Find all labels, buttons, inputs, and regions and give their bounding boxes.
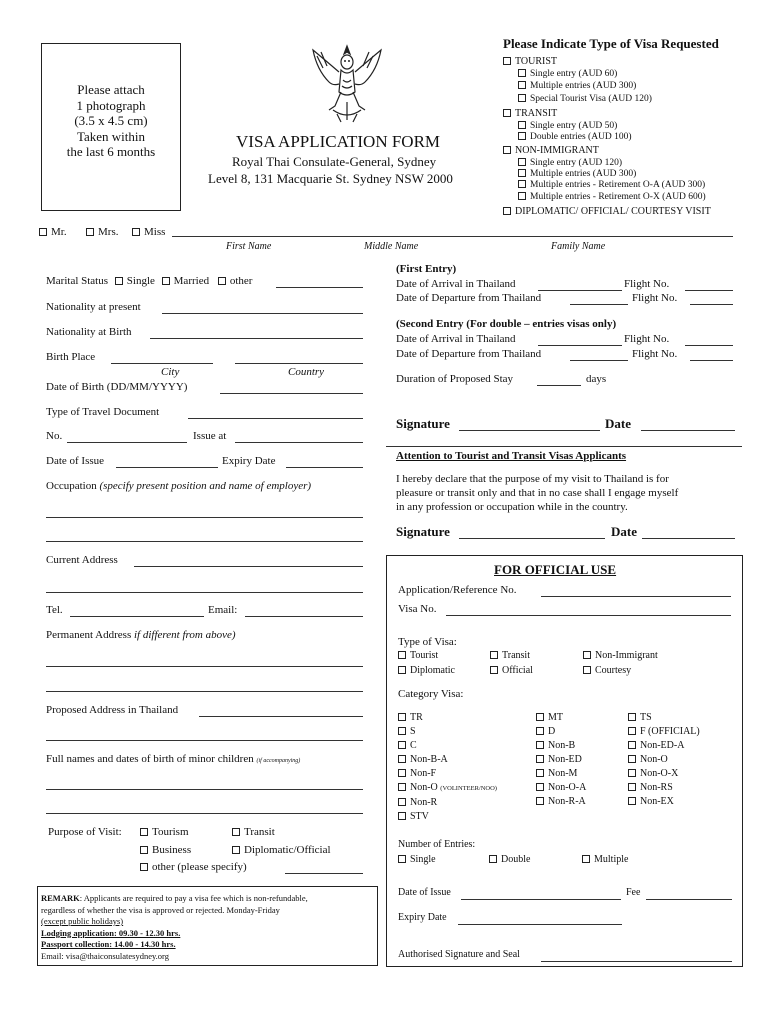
birth-city-field[interactable] bbox=[111, 363, 213, 364]
checkbox[interactable] bbox=[628, 713, 636, 721]
signature-1-label: Signature bbox=[396, 416, 450, 431]
visa-option-transit-double[interactable]: Double entries (AUD 100) bbox=[518, 132, 632, 142]
departure-1-label: Date of Departure from Thailand bbox=[396, 292, 542, 304]
checkbox[interactable] bbox=[232, 828, 240, 836]
category-non-o-a[interactable]: Non-O-A bbox=[536, 781, 586, 795]
category-non-o[interactable]: Non-O bbox=[628, 753, 700, 767]
official-date-issue-field[interactable] bbox=[461, 899, 621, 900]
flight-1-field[interactable] bbox=[685, 290, 733, 291]
category-non-f[interactable]: Non-F bbox=[398, 767, 497, 781]
birth-country-field[interactable] bbox=[235, 363, 363, 364]
city-label: City bbox=[161, 366, 180, 378]
date-1-label: Date bbox=[605, 416, 631, 431]
checkbox[interactable] bbox=[536, 741, 544, 749]
date-issue-label: Date of Issue bbox=[46, 455, 105, 467]
checkbox[interactable] bbox=[518, 81, 526, 89]
flight-4-label: Flight No. bbox=[632, 348, 678, 360]
checkbox[interactable] bbox=[398, 713, 406, 721]
type-diplomatic[interactable]: Diplomatic bbox=[398, 665, 455, 676]
type-of-visa-label: Type of Visa: bbox=[398, 636, 457, 648]
middle-name-label: Middle Name bbox=[364, 241, 419, 252]
checkbox[interactable] bbox=[536, 755, 544, 763]
date-2-field[interactable] bbox=[642, 538, 735, 539]
travel-doc-field[interactable] bbox=[188, 418, 363, 419]
category-non-b[interactable]: Non-B bbox=[536, 739, 586, 753]
proposed-address-field-2[interactable] bbox=[46, 740, 363, 741]
checkbox[interactable] bbox=[132, 228, 140, 236]
declaration-line-3: in any profession or occupation while in the country. bbox=[396, 501, 628, 513]
permanent-address-field-1[interactable] bbox=[46, 666, 363, 667]
remark-box: REMARK: Applicants are required to pay a visa fee which is non-refundable, regardless of whether the visa is approved or rejected. Monday-Friday (except public holidays) Lodging application: 09.30 - 12.30 hrs. Passport collection: 14.00 - 14.30 hrs. Email: visa@thaiconsulatesydney.org bbox=[37, 886, 378, 966]
category-non-o-volunteer[interactable]: Non-O (VOLINTEER/NOO) bbox=[398, 781, 497, 796]
visa-option-diplomatic[interactable]: DIPLOMATIC/ OFFICIAL/ COURTESY VISIT bbox=[503, 206, 711, 217]
permanent-address-field-2[interactable] bbox=[46, 691, 363, 692]
current-address-field-2[interactable] bbox=[46, 592, 363, 593]
date-2-label: Date bbox=[611, 524, 637, 539]
category-c[interactable]: C bbox=[398, 739, 497, 753]
purpose-other-field[interactable] bbox=[285, 873, 363, 874]
entries-label: Number of Entries: bbox=[398, 839, 476, 850]
checkbox[interactable] bbox=[518, 132, 526, 140]
official-expiry-label: Expiry Date bbox=[398, 912, 447, 923]
checkbox[interactable] bbox=[518, 158, 526, 166]
proposed-address-field-1[interactable] bbox=[199, 716, 363, 717]
category-non-b-a[interactable]: Non-B-A bbox=[398, 753, 497, 767]
checkbox[interactable] bbox=[536, 769, 544, 777]
purpose-tourism[interactable]: Tourism bbox=[140, 826, 189, 838]
category-non-ed-a[interactable]: Non-ED-A bbox=[628, 739, 700, 753]
arrival-2-label: Date of Arrival in Thailand bbox=[396, 333, 516, 345]
checkbox[interactable] bbox=[518, 121, 526, 129]
visa-option-transit-single[interactable]: Single entry (AUD 50) bbox=[518, 121, 617, 131]
garuda-emblem bbox=[307, 40, 387, 124]
category-col-2 bbox=[536, 711, 586, 809]
category-s[interactable]: S bbox=[398, 725, 497, 739]
expiry-field[interactable] bbox=[286, 467, 363, 468]
category-label: Category Visa: bbox=[398, 688, 464, 700]
checkbox[interactable] bbox=[398, 783, 406, 791]
country-label: Country bbox=[288, 366, 325, 378]
visa-option-tourist-multiple[interactable]: Multiple entries (AUD 300) bbox=[518, 81, 636, 91]
checkbox[interactable] bbox=[628, 755, 636, 763]
visa-option-retirement-ox[interactable]: Multiple entries - Retirement O-X (AUD 600) bbox=[518, 192, 706, 202]
purpose-label: Purpose of Visit: bbox=[48, 826, 122, 838]
checkbox[interactable] bbox=[490, 666, 498, 674]
signature-1-field[interactable] bbox=[459, 430, 600, 431]
type-official[interactable]: Official bbox=[490, 665, 533, 676]
doc-no-field[interactable] bbox=[67, 442, 187, 443]
type-non-immigrant[interactable]: Non-Immigrant bbox=[583, 650, 658, 661]
flight-3-field[interactable] bbox=[685, 345, 733, 346]
occupation-field-1[interactable] bbox=[46, 517, 363, 518]
tel-label: Tel. bbox=[46, 604, 63, 616]
checkbox[interactable] bbox=[583, 666, 591, 674]
arrival-1-label: Date of Arrival in Thailand bbox=[396, 278, 516, 290]
current-address-label: Current Address bbox=[46, 554, 118, 566]
lodging-hours: Lodging application: 09.30 - 12.30 hrs. bbox=[41, 927, 181, 938]
dob-field[interactable] bbox=[220, 393, 363, 394]
visa-option-retirement-oa[interactable]: Multiple entries - Retirement O-A (AUD 300) bbox=[518, 180, 705, 190]
occupation-field-2[interactable] bbox=[46, 541, 363, 542]
fee-label: Fee bbox=[626, 887, 641, 898]
consulate-address: Level 8, 131 Macquarie St. Sydney NSW 2000 bbox=[208, 171, 453, 186]
purpose-other[interactable]: other (please specify) bbox=[140, 861, 247, 873]
dob-label: Date of Birth (DD/MM/YYYY) bbox=[46, 381, 188, 393]
email-field[interactable] bbox=[245, 616, 363, 617]
visa-option-tourist-single[interactable]: Single entry (AUD 60) bbox=[518, 69, 617, 79]
checkbox[interactable] bbox=[398, 855, 406, 863]
visa-option-non-immigrant[interactable]: NON-IMMIGRANT bbox=[503, 145, 599, 156]
checkbox[interactable] bbox=[398, 755, 406, 763]
birth-place-label: Birth Place bbox=[46, 351, 96, 363]
checkbox[interactable] bbox=[490, 651, 498, 659]
checkbox[interactable] bbox=[489, 855, 497, 863]
proposed-address-label: Proposed Address in Thailand bbox=[46, 704, 179, 716]
signature-2-field[interactable] bbox=[459, 538, 605, 539]
checkbox[interactable] bbox=[518, 180, 526, 188]
checkbox[interactable] bbox=[398, 769, 406, 777]
visa-option-tourist-special[interactable]: Special Tourist Visa (AUD 120) bbox=[518, 94, 652, 104]
children-field-2[interactable] bbox=[46, 813, 363, 814]
auth-signature-field[interactable] bbox=[541, 961, 732, 962]
type-courtesy[interactable]: Courtesy bbox=[583, 665, 631, 676]
category-tr[interactable]: TR bbox=[398, 711, 497, 725]
date-1-field[interactable] bbox=[641, 430, 735, 431]
children-field-1[interactable] bbox=[46, 789, 363, 790]
duration-field[interactable] bbox=[537, 385, 581, 386]
title-mr[interactable]: Mr. bbox=[39, 226, 67, 238]
visa-option-non-imm-multiple[interactable]: Multiple entries (AUD 300) bbox=[518, 169, 636, 179]
checkbox[interactable] bbox=[140, 846, 148, 854]
single-checkbox[interactable] bbox=[115, 277, 123, 285]
divider bbox=[386, 446, 742, 447]
checkbox[interactable] bbox=[628, 783, 636, 791]
marital-status: Marital Status Single Married other bbox=[46, 275, 253, 287]
checkbox[interactable] bbox=[536, 797, 544, 805]
current-address-field-1[interactable] bbox=[134, 566, 363, 567]
app-ref-field[interactable] bbox=[541, 596, 731, 597]
entries-single[interactable]: Single bbox=[398, 854, 436, 865]
first-entry-label: (First Entry) bbox=[396, 263, 457, 275]
checkbox[interactable] bbox=[518, 69, 526, 77]
declaration-line-2: pleasure or transit only and that in no case shall I engage myself bbox=[396, 487, 679, 499]
permanent-address-label: Permanent Address if different from above) bbox=[46, 629, 236, 641]
flight-1-label: Flight No. bbox=[624, 278, 670, 290]
purpose-business[interactable]: Business bbox=[140, 844, 191, 856]
official-use-heading: FOR OFFICIAL USE bbox=[494, 562, 617, 577]
title-miss[interactable]: Miss bbox=[132, 226, 165, 238]
checkbox[interactable] bbox=[583, 651, 591, 659]
category-stv[interactable]: STV bbox=[398, 810, 497, 824]
purpose-diplomatic[interactable]: Diplomatic/Official bbox=[232, 844, 331, 856]
married-checkbox[interactable] bbox=[162, 277, 170, 285]
checkbox[interactable] bbox=[398, 741, 406, 749]
marital-other-field[interactable] bbox=[276, 287, 363, 288]
checkbox[interactable] bbox=[582, 855, 590, 863]
days-label: days bbox=[586, 373, 607, 385]
photo-instructions: Please attach 1 photograph (3.5 x 4.5 cm) Taken within the last 6 months bbox=[66, 82, 156, 159]
category-non-r-a[interactable]: Non-R-A bbox=[536, 795, 586, 809]
visa-no-label: Visa No. bbox=[398, 603, 437, 615]
flight-2-label: Flight No. bbox=[632, 292, 678, 304]
type-transit[interactable]: Transit bbox=[490, 650, 530, 661]
category-non-o-x[interactable]: Non-O-X bbox=[628, 767, 700, 781]
auth-signature-label: Authorised Signature and Seal bbox=[398, 949, 520, 960]
issue-at-label: Issue at bbox=[193, 430, 227, 442]
occupation-label: Occupation (specify present position and name of employer) bbox=[46, 480, 312, 492]
checkbox[interactable] bbox=[86, 228, 94, 236]
passport-hours: Passport collection: 14.00 - 14.30 hrs. bbox=[41, 939, 176, 949]
tourist-checkbox[interactable] bbox=[503, 57, 511, 65]
category-mt[interactable]: MT bbox=[536, 711, 586, 725]
category-d[interactable]: D bbox=[536, 725, 586, 739]
official-expiry-field[interactable] bbox=[458, 924, 622, 925]
duration-label: Duration of Proposed Stay bbox=[396, 373, 514, 385]
name-field[interactable] bbox=[172, 236, 733, 237]
non-immigrant-checkbox[interactable] bbox=[503, 146, 511, 154]
flight-3-label: Flight No. bbox=[624, 333, 670, 345]
checkbox[interactable] bbox=[536, 783, 544, 791]
category-non-ex[interactable]: Non-EX bbox=[628, 795, 700, 809]
children-label: Full names and dates of birth of minor children (if accompanying) bbox=[46, 753, 301, 765]
checkbox[interactable] bbox=[518, 94, 526, 102]
category-non-m[interactable]: Non-M bbox=[536, 767, 586, 781]
checkbox[interactable] bbox=[398, 727, 406, 735]
checkbox[interactable] bbox=[398, 651, 406, 659]
checkbox[interactable] bbox=[140, 828, 148, 836]
arrival-1-field[interactable] bbox=[538, 290, 622, 291]
checkbox[interactable] bbox=[628, 797, 636, 805]
checkbox[interactable] bbox=[628, 727, 636, 735]
nationality-present-label: Nationality at present bbox=[46, 301, 141, 313]
entries-multiple[interactable]: Multiple bbox=[582, 854, 628, 865]
purpose-transit[interactable]: Transit bbox=[232, 826, 275, 838]
checkbox[interactable] bbox=[628, 741, 636, 749]
checkbox[interactable] bbox=[398, 812, 406, 820]
checkbox[interactable] bbox=[39, 228, 47, 236]
visa-type-heading: Please Indicate Type of Visa Requested bbox=[503, 36, 719, 51]
signature-2-label: Signature bbox=[396, 524, 450, 539]
email-label: Email: bbox=[208, 604, 238, 616]
checkbox[interactable] bbox=[398, 666, 406, 674]
second-entry-label: (Second Entry (For double – entries visas only) bbox=[396, 318, 617, 330]
visa-option-non-imm-single[interactable]: Single entry (AUD 120) bbox=[518, 158, 622, 168]
departure-1-field[interactable] bbox=[570, 304, 628, 305]
type-tourist[interactable]: Tourist bbox=[398, 650, 438, 661]
fee-field[interactable] bbox=[646, 899, 732, 900]
checkbox[interactable] bbox=[518, 169, 526, 177]
attention-heading: Attention to Tourist and Transit Visas Applicants bbox=[396, 450, 627, 462]
visa-option-transit[interactable]: TRANSIT bbox=[503, 108, 557, 119]
checkbox[interactable] bbox=[536, 727, 544, 735]
nationality-birth-field[interactable] bbox=[150, 338, 363, 339]
transit-checkbox[interactable] bbox=[503, 109, 511, 117]
title-mrs[interactable]: Mrs. bbox=[86, 226, 118, 238]
arrival-2-field[interactable] bbox=[538, 345, 622, 346]
diplomatic-checkbox[interactable] bbox=[503, 207, 511, 215]
issue-at-field[interactable] bbox=[235, 442, 363, 443]
visa-option-tourist[interactable]: TOURIST bbox=[503, 56, 557, 67]
checkbox[interactable] bbox=[140, 863, 148, 871]
nationality-present-field[interactable] bbox=[162, 313, 363, 314]
checkbox[interactable] bbox=[628, 769, 636, 777]
nationality-birth-label: Nationality at Birth bbox=[46, 326, 132, 338]
flight-4-field[interactable] bbox=[690, 360, 733, 361]
category-ts[interactable]: TS bbox=[628, 711, 700, 725]
category-non-ed[interactable]: Non-ED bbox=[536, 753, 586, 767]
first-name-label: First Name bbox=[226, 241, 272, 252]
category-col-1 bbox=[398, 711, 497, 824]
checkbox[interactable] bbox=[232, 846, 240, 854]
contact-email: Email: visa@thaiconsulatesydney.org bbox=[41, 950, 169, 961]
date-issue-field[interactable] bbox=[116, 467, 218, 468]
expiry-label: Expiry Date bbox=[222, 455, 276, 467]
family-name-label: Family Name bbox=[551, 241, 606, 252]
departure-2-label: Date of Departure from Thailand bbox=[396, 348, 542, 360]
form-title: VISA APPLICATION FORM bbox=[236, 132, 441, 151]
category-non-r[interactable]: Non-R bbox=[398, 796, 497, 810]
consulate-name: Royal Thai Consulate-General, Sydney bbox=[232, 154, 437, 169]
travel-doc-label: Type of Travel Document bbox=[46, 406, 160, 418]
visa-no-field[interactable] bbox=[446, 615, 731, 616]
checkbox[interactable] bbox=[398, 798, 406, 806]
category-f-official[interactable]: F (OFFICIAL) bbox=[628, 725, 700, 739]
category-non-rs[interactable]: Non-RS bbox=[628, 781, 700, 795]
checkbox[interactable] bbox=[536, 713, 544, 721]
app-ref-label: Application/Reference No. bbox=[398, 584, 517, 596]
category-col-3 bbox=[628, 711, 700, 809]
doc-no-label: No. bbox=[46, 430, 63, 442]
declaration-line-1: I hereby declare that the purpose of my visit to Thailand is for bbox=[396, 473, 669, 485]
tel-field[interactable] bbox=[70, 616, 204, 617]
entries-double[interactable]: Double bbox=[489, 854, 530, 865]
departure-2-field[interactable] bbox=[570, 360, 628, 361]
flight-2-field[interactable] bbox=[690, 304, 733, 305]
checkbox[interactable] bbox=[518, 192, 526, 200]
other-checkbox[interactable] bbox=[218, 277, 226, 285]
official-date-issue-label: Date of Issue bbox=[398, 887, 451, 898]
photo-box[interactable] bbox=[41, 43, 181, 211]
